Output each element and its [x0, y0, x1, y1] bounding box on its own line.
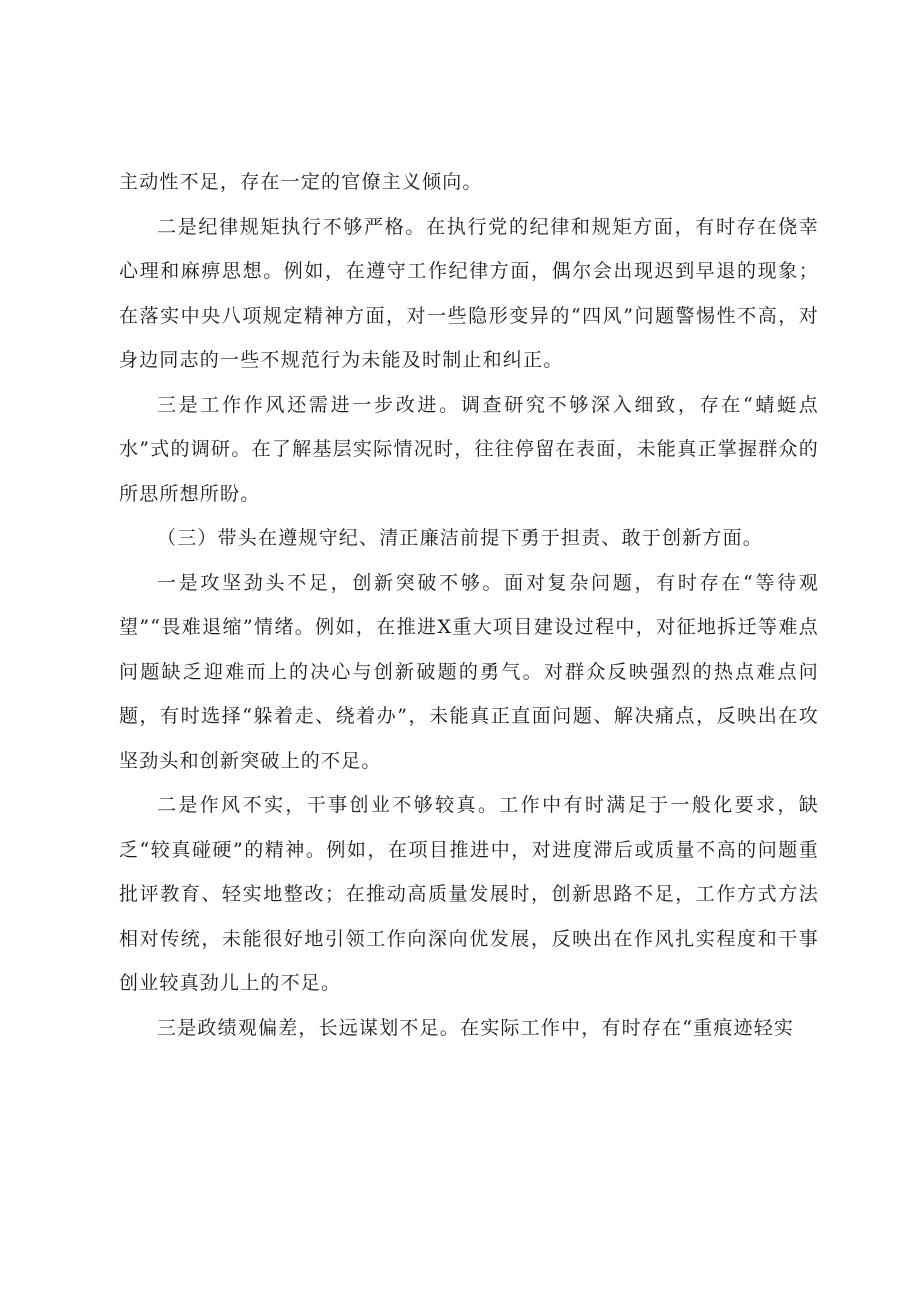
paragraph-achievement-view: 三是政绩观偏差，长远谋划不足。在实际工作中，有时存在“重痕迹轻实 [157, 1016, 795, 1039]
document-body [119, 160, 819, 1050]
paragraph-innovation: 一是攻坚劲头不足，创新突破不够。面对复杂问题，有时存在“等待观望”“畏难退缩”情绪。例如，在推进X重大项目建设过程中，对征地拆迁等难点问题缺乏迎难而上的决心与创新破题的勇气。对群众反映强烈的热点难点问题，有时选择“躲着走、绕着办”，未能真正直面问题、解决痛点，反映出在攻坚劲头和创新突破上的不足。 [119, 571, 819, 772]
paragraph-discipline: 二是纪律规矩执行不够严格。在执行党的纪律和规矩方面，有时存在侥幸心理和麻痹思想。例如，在遵守工作纪律方面，偶尔会出现迟到早退的现象；在落实中央八项规定精神方面，对一些隐形变异的“四风”问题警惕性不高，对身边同志的一些不规范行为未能及时制止和纠正。 [119, 215, 819, 371]
paragraph-conscientiousness: 二是作风不实，干事创业不够较真。工作中有时满足于一般化要求，缺乏“较真碰硬”的精神。例如，在项目推进中，对进度滞后或质量不高的问题重批评教育、轻实地整改；在推动高质量发展时，创新思路不足，工作方式方法相对传统，未能很好地引领工作向深向优发展，反映出在作风扎实程度和干事创业较真劲儿上的不足。 [119, 794, 819, 994]
paragraph-work-style: 三是工作作风还需进一步改进。调查研究不够深入细致，存在“蜻蜓点水”式的调研。在了解基层实际情况时，往往停留在表面，未能真正掌握群众的所思所想所盼。 [119, 393, 819, 505]
paragraph-continued: 主动性不足，存在一定的官僚主义倾向。 [119, 171, 483, 193]
section-heading: （三）带头在遵规守纪、清正廉洁前提下勇于担责、敢于创新方面。 [157, 527, 764, 549]
